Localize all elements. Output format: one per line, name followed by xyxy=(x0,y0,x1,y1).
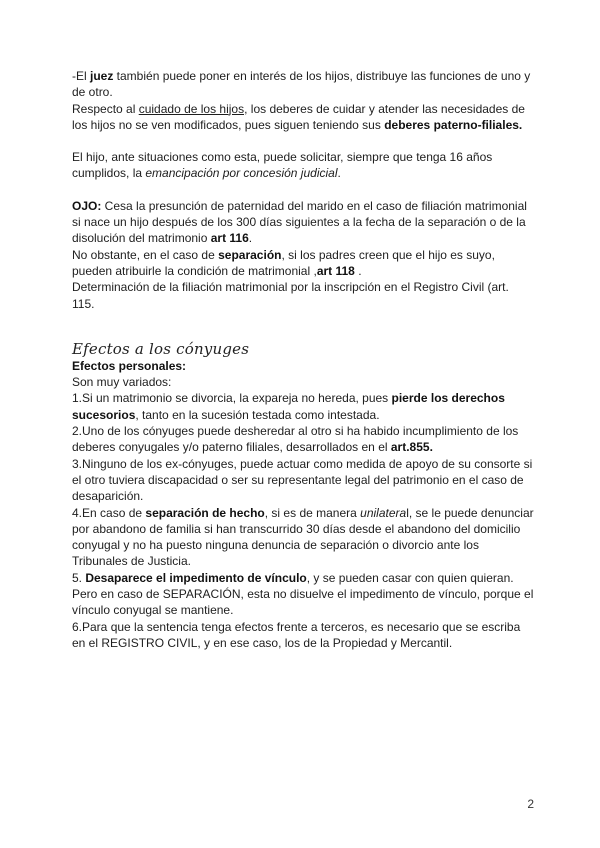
bold-article: art 118 xyxy=(316,263,355,278)
text-run: . xyxy=(248,231,253,246)
intro-line: Son muy variados: xyxy=(72,375,172,390)
bold-term: separación xyxy=(218,247,282,262)
paragraph-cuidado xyxy=(72,101,534,134)
text-run: El hijo, ante situaciones como esta, puede solicitar, siempre que tenga 16 años cumplidos, la xyxy=(72,150,493,181)
text-run: 6.Para que la sentencia tenga efectos frente a terceros, es necesario que se escriba en el REGISTRO CIVIL, y en ese caso, los de la Propiedad y Mercantil. xyxy=(72,619,521,650)
paragraph-emancipacion xyxy=(72,149,534,182)
subheading xyxy=(72,358,534,374)
text-run: 4.En caso de xyxy=(72,505,146,520)
bold-article: art 116 xyxy=(210,231,249,246)
text-run: Cesa la presunción de paternidad del marido en el caso de filiación matrimonial si nace un hijo después de los 300 días siguientes a la fecha de la separación o de la disolución del matrimonio xyxy=(72,198,527,246)
list-item-5 xyxy=(72,570,534,586)
text-run: 2.Uno de los cónyuges puede desheredar al otro si ha habido incumplimiento de los deberes conyugales y/o paterno filiales, desarrollados en el xyxy=(72,424,519,455)
bold-term: Desaparece el impedimento de vínculo xyxy=(85,570,307,585)
text-run: , si es de manera xyxy=(264,505,361,520)
bold-term: juez xyxy=(90,69,114,83)
text-run: Determinación de la filiación matrimonial por la inscripción en el Registro Civil (art. 115. xyxy=(72,280,509,311)
text-run: , si los padres creen que el hijo es suyo, pueden atribuirle la condición de matrimonial , xyxy=(72,247,495,278)
text-run: , y se pueden casar con quien quieran. xyxy=(306,570,514,585)
italic-term: emancipación por concesión judicial xyxy=(145,166,338,181)
section-heading: Efectos a los cónyuges xyxy=(72,339,250,358)
underlined-term: cuidado de los hijos, xyxy=(138,101,248,116)
list-item-3 xyxy=(72,456,534,505)
text-run: Pero en caso de SEPARACIÓN, esta no disuelve el impedimento de vínculo, porque el vínculo conyugal se mantiene. xyxy=(72,587,534,618)
list-item-2 xyxy=(72,423,534,456)
bold-subheading: Efectos personales: xyxy=(72,358,187,373)
text-run: 5. xyxy=(72,570,86,585)
bold-article: art.855. xyxy=(390,440,433,455)
paragraph-separacion xyxy=(72,247,534,280)
bold-term: pierde los derechos sucesorios xyxy=(72,391,505,422)
text-run: , tanto en la sucesión testada como intestada. xyxy=(135,407,380,422)
paragraph-juez xyxy=(72,68,534,101)
list-item-5-continuation xyxy=(72,586,534,619)
text-run: los deberes de cuidar y atender las necesidades de los hijos no se ven modificados, pues siguen teniendo sus xyxy=(72,101,525,132)
text-run: No obstante, en el caso de xyxy=(72,247,219,262)
paragraph-ojo xyxy=(72,198,534,247)
text-run: Respecto al xyxy=(72,101,139,116)
list-item-4 xyxy=(72,505,534,570)
text-run: . xyxy=(337,166,341,181)
text-run: también puede poner en interés de los hijos, distribuye las funciones de uno y de otro. xyxy=(72,69,531,100)
list-item-1 xyxy=(72,390,534,423)
page-number: 2 xyxy=(527,797,534,811)
bold-term: separación de hecho xyxy=(145,505,265,520)
text-run: l, se le puede denunciar por abandono de familia si han transcurrido 30 días desde el abandono del domicilio conyugal y no ha puesto ninguna denuncia de separación o divorcio ante los Tribunales de Justicia. xyxy=(72,505,534,569)
text-run: . xyxy=(354,263,362,278)
text-run: 1.Si un matrimonio se divorcia, la expareja no hereda, pues xyxy=(72,391,392,406)
list-item-6 xyxy=(72,619,534,652)
bold-term: OJO: xyxy=(72,198,102,213)
text-run: -El xyxy=(72,69,90,83)
text-run: 3.Ninguno de los ex-cónyuges, puede actuar como medida de apoyo de su consorte si el otro tuviera discapacidad o ser su representante legal del patrimonio en el caso de desaparición. xyxy=(72,456,533,504)
paragraph-determinacion xyxy=(72,279,534,312)
page-content xyxy=(72,68,534,651)
italic-term: unilatera xyxy=(360,505,407,520)
bold-term: deberes paterno-filiales. xyxy=(384,117,523,132)
